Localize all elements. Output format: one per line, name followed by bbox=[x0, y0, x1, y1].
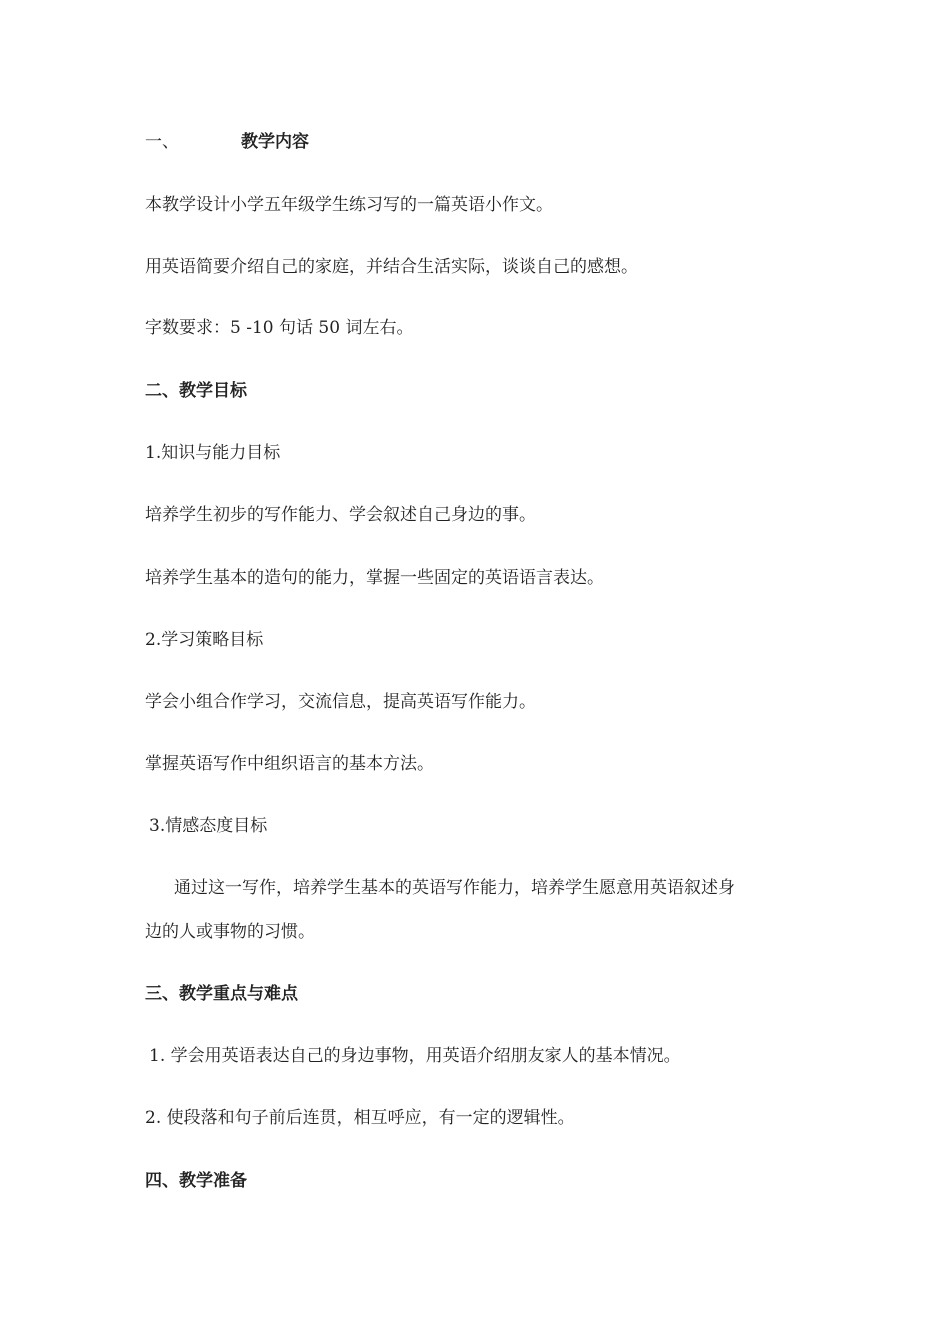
section-2-sub-1-line-1: 培养学生初步的写作能力、学会叙述自己身边的事。 bbox=[145, 505, 536, 525]
section-1-heading bbox=[145, 130, 309, 154]
section-3-item-2: 2. 使段落和句子前后连贯，相互呼应，有一定的逻辑性。 bbox=[145, 1108, 575, 1128]
section-3-heading: 三、教学重点与难点 bbox=[145, 984, 298, 1004]
section-1-line-2: 用英语简要介绍自己的家庭，并结合生活实际，谈谈自己的感想。 bbox=[145, 257, 638, 277]
section-1-line-3: 字数要求：5 -10 句话 50 词左右。 bbox=[145, 318, 414, 338]
section-2-heading: 二、教学目标 bbox=[145, 381, 247, 401]
section-1-number: 一、 bbox=[145, 132, 179, 152]
section-2-sub-3: 3.情感态度目标 bbox=[149, 816, 268, 836]
section-2-sub-3-para-line-1: 通过这一写作，培养学生基本的英语写作能力，培养学生愿意用英语叙述身 bbox=[174, 878, 735, 898]
section-2-sub-2: 2.学习策略目标 bbox=[145, 630, 264, 650]
section-1-title: 教学内容 bbox=[241, 132, 309, 152]
section-2-sub-1: 1.知识与能力目标 bbox=[145, 443, 281, 463]
section-2-sub-1-line-2: 培养学生基本的造句的能力，掌握一些固定的英语语言表达。 bbox=[145, 568, 604, 588]
section-2-sub-2-line-2: 掌握英语写作中组织语言的基本方法。 bbox=[145, 754, 434, 774]
section-2-sub-2-line-1: 学会小组合作学习，交流信息，提高英语写作能力。 bbox=[145, 692, 536, 712]
section-2-sub-3-para-line-2: 边的人或事物的习惯。 bbox=[145, 922, 315, 942]
section-3-item-1: 1. 学会用英语表达自己的身边事物，用英语介绍朋友家人的基本情况。 bbox=[149, 1046, 681, 1066]
section-4-heading: 四、教学准备 bbox=[145, 1171, 247, 1191]
section-1-line-1: 本教学设计小学五年级学生练习写的一篇英语小作文。 bbox=[145, 195, 553, 215]
